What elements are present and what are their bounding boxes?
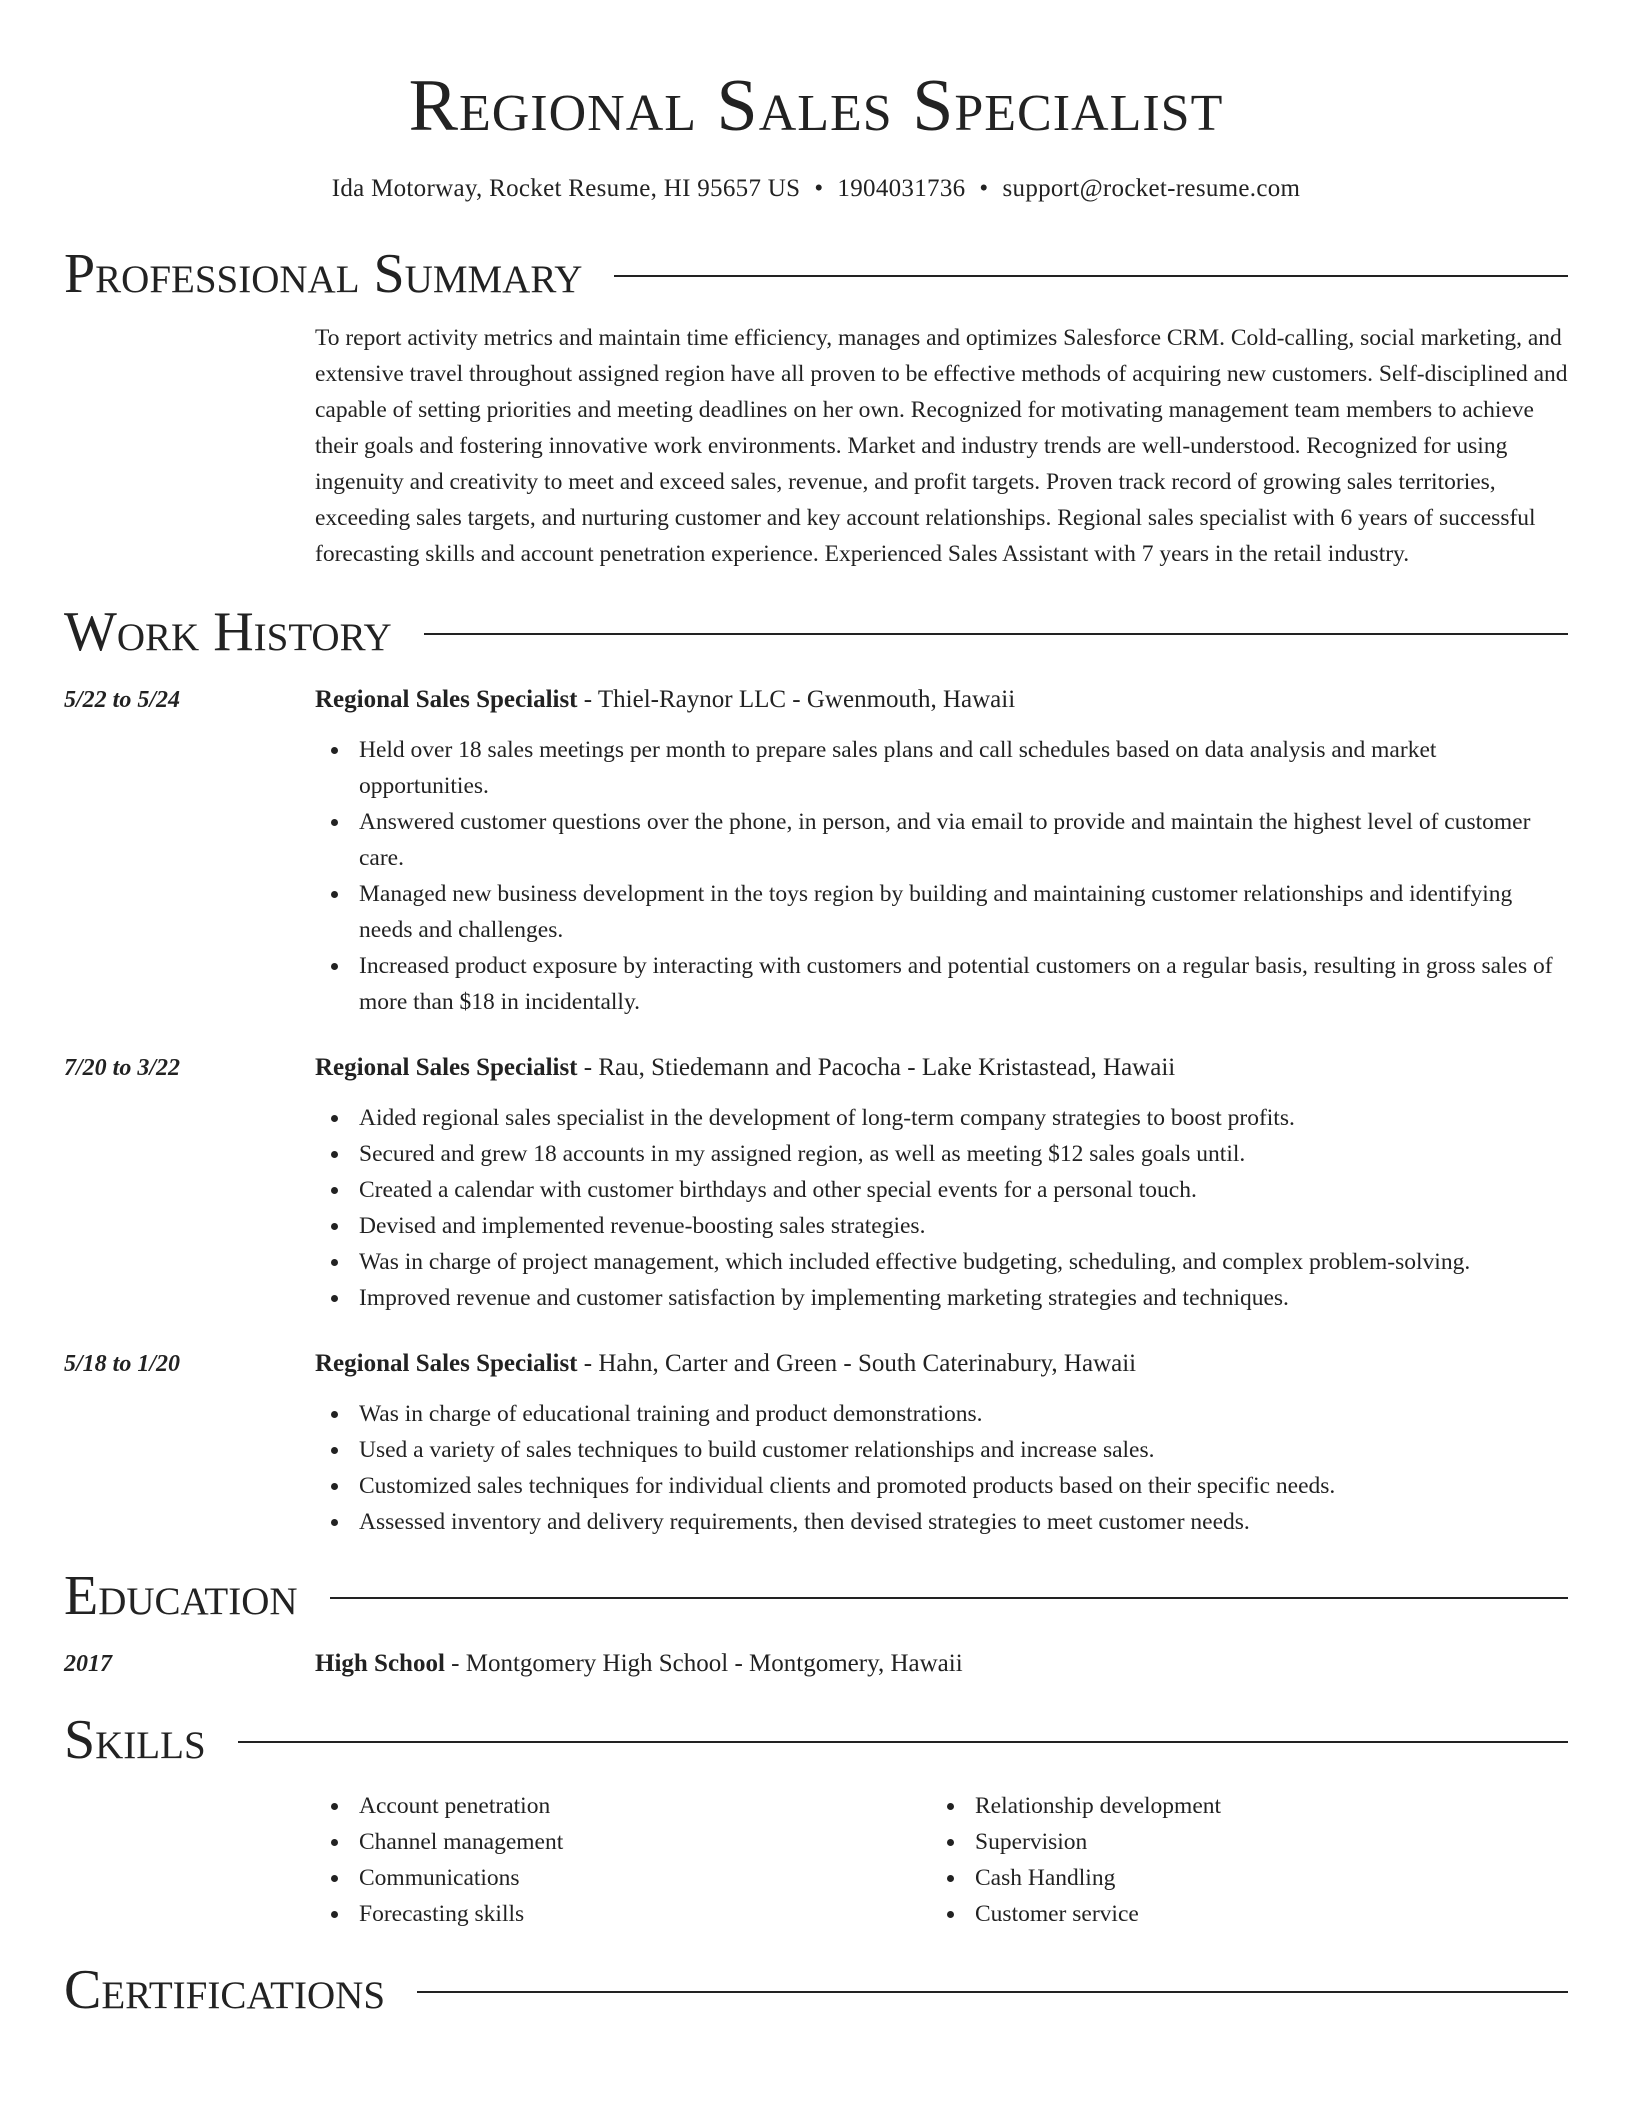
job-title: Regional Sales Specialist <box>315 1350 578 1377</box>
bullet-text: Aided regional sales specialist in the development of long-term company strategies to boost profits. <box>359 1105 1295 1131</box>
contact-phone: 1904031736 <box>837 175 966 202</box>
section-divider <box>330 1597 1568 1599</box>
skill-text: Account penetration <box>359 1793 551 1819</box>
resume-header <box>64 0 1568 206</box>
section-header-work <box>64 600 1568 664</box>
list-item <box>315 732 1568 804</box>
list-item <box>315 948 1568 1020</box>
bullet-icon <box>331 819 338 826</box>
list-item <box>315 1172 1568 1208</box>
bullet-text: Was in charge of educational training and product demonstrations. <box>359 1401 983 1427</box>
bullet-icon <box>331 1223 338 1230</box>
job-title: Regional Sales Specialist <box>315 686 578 713</box>
job-entry <box>64 1346 1568 1540</box>
list-item <box>315 1208 1568 1244</box>
job-bullets <box>315 732 1568 1020</box>
section-divider <box>424 633 1568 635</box>
list-item <box>315 1280 1568 1316</box>
bullet-icon <box>331 1259 338 1266</box>
bullet-text: Managed new business development in the toys region by building and maintaining customer relationships and identifying needs and challenges. <box>359 881 1513 943</box>
skill-text: Channel management <box>359 1829 564 1855</box>
job-dates: 5/22 to 5/24 <box>64 687 181 713</box>
job-heading <box>315 682 1568 718</box>
bullet-icon <box>331 891 338 898</box>
section-header-certifications <box>64 1958 1568 2022</box>
education-degree: High School <box>315 1650 445 1677</box>
section-header-education <box>64 1564 1568 1628</box>
skill-text: Supervision <box>975 1829 1088 1855</box>
bullet-text: Assessed inventory and delivery requirements, then devised strategies to meet customer needs. <box>359 1509 1250 1535</box>
bullet-icon <box>331 1411 338 1418</box>
section-title-summary: Professional Summary <box>64 243 583 305</box>
bullet-text: Customized sales techniques for individual clients and promoted products based on their specific needs. <box>359 1473 1336 1499</box>
section-title-work: Work History <box>64 601 392 663</box>
list-item <box>315 1136 1568 1172</box>
education-school: - Montgomery High School - Montgomery, Hawaii <box>444 1650 963 1677</box>
skills-column-right <box>931 1788 1547 1932</box>
bullet-icon <box>331 1187 338 1194</box>
bullet-text: Used a variety of sales techniques to build customer relationships and increase sales. <box>359 1437 1155 1463</box>
list-item <box>315 1860 931 1896</box>
bullet-text: Was in charge of project management, which included effective budgeting, scheduling, and complex problem-solving. <box>359 1249 1471 1275</box>
bullet-text: Devised and implemented revenue-boosting sales strategies. <box>359 1213 926 1239</box>
education-heading <box>315 1646 1568 1682</box>
bullet-text: Increased product exposure by interacting with customers and potential customers on a regular basis, resulting in gross sales of more than $18 in incidentally. <box>359 953 1553 1015</box>
job-entry <box>64 1050 1568 1316</box>
contact-address: Ida Motorway, Rocket Resume, HI 95657 US <box>331 175 801 202</box>
section-title-education: Education <box>64 1565 298 1627</box>
skill-text: Relationship development <box>975 1793 1222 1819</box>
bullet-icon <box>331 1295 338 1302</box>
bullet-icon <box>331 747 338 754</box>
job-heading <box>315 1050 1568 1086</box>
bullet-icon <box>331 1151 338 1158</box>
skill-text: Customer service <box>975 1901 1139 1927</box>
list-item <box>315 1396 1568 1432</box>
list-item <box>315 1468 1568 1504</box>
bullet-text: Improved revenue and customer satisfaction by implementing marketing strategies and techniques. <box>359 1285 1289 1311</box>
contact-separator: • <box>814 175 824 202</box>
bullet-icon <box>947 1875 954 1882</box>
bullet-icon <box>331 1483 338 1490</box>
list-item <box>931 1860 1547 1896</box>
bullet-icon <box>947 1803 954 1810</box>
section-divider <box>614 275 1568 277</box>
list-item <box>315 1788 931 1824</box>
job-dates: 7/20 to 3/22 <box>64 1055 181 1081</box>
skill-text: Communications <box>359 1865 520 1891</box>
job-heading <box>315 1346 1568 1382</box>
bullet-text: Answered customer questions over the phone, in person, and via email to provide and maintain the highest level of customer care. <box>359 809 1531 871</box>
contact-separator: • <box>979 175 989 202</box>
job-company: - Hahn, Carter and Green - South Caterinabury, Hawaii <box>577 1350 1137 1377</box>
bullet-icon <box>331 963 338 970</box>
list-item <box>931 1896 1547 1932</box>
bullet-icon <box>331 1115 338 1122</box>
job-title: Regional Sales Specialist <box>315 1054 578 1081</box>
job-dates: 5/18 to 1/20 <box>64 1351 181 1377</box>
list-item <box>931 1788 1547 1824</box>
job-bullets <box>315 1100 1568 1316</box>
list-item <box>315 1896 931 1932</box>
skill-text: Cash Handling <box>975 1865 1116 1891</box>
job-bullets <box>315 1396 1568 1540</box>
skills-list <box>315 1788 1568 1932</box>
job-company: - Thiel-Raynor LLC - Gwenmouth, Hawaii <box>577 686 1016 713</box>
section-title-certifications: Certifications <box>64 1959 386 2021</box>
list-item <box>315 1824 931 1860</box>
bullet-icon <box>331 1519 338 1526</box>
bullet-icon <box>331 1447 338 1454</box>
education-entry <box>64 1646 1568 1682</box>
bullet-text: Created a calendar with customer birthdays and other special events for a personal touch. <box>359 1177 1197 1203</box>
list-item <box>931 1824 1547 1860</box>
section-header-summary <box>64 242 1568 306</box>
bullet-icon <box>947 1839 954 1846</box>
bullet-icon <box>331 1839 338 1846</box>
section-header-skills <box>64 1708 1568 1772</box>
list-item <box>315 1504 1568 1540</box>
bullet-text: Secured and grew 18 accounts in my assigned region, as well as meeting $12 sales goals until. <box>359 1141 1246 1167</box>
summary-text: To report activity metrics and maintain time efficiency, manages and optimizes Salesforce CRM. Cold-calling, social marketing, and extensive travel throughout assigned region have all proven to be effective methods of acquiring new customers. Self-disciplined and capable of setting priorities and meeting deadlines on her own. Recognized for motivating management team members to achieve their goals and fostering innovative work environments. Market and industry trends are well-understood. Recognized for using ingenuity and creativity to meet and exceed sales, revenue, and profit targets. Proven track record of growing sales territories, exceeding sales targets, and nurturing customer and key account relationships. Regional sales specialist with 6 years of successful forecasting skills and account penetration experience. Experienced Sales Assistant with 7 years in the retail industry. <box>315 325 1568 567</box>
section-divider <box>238 1741 1568 1743</box>
section-divider <box>417 1991 1568 1993</box>
section-title-skills: Skills <box>64 1709 206 1771</box>
list-item <box>315 804 1568 876</box>
list-item <box>315 1432 1568 1468</box>
skills-column-left <box>315 1788 931 1932</box>
bullet-text: Held over 18 sales meetings per month to prepare sales plans and call schedules based on data analysis and market opportunities. <box>359 737 1437 799</box>
bullet-icon <box>947 1911 954 1918</box>
bullet-icon <box>331 1911 338 1918</box>
job-company: - Rau, Stiedemann and Pacocha - Lake Kristastead, Hawaii <box>577 1054 1176 1081</box>
job-entry <box>64 682 1568 1020</box>
skill-text: Forecasting skills <box>359 1901 525 1927</box>
education-year: 2017 <box>64 1651 112 1677</box>
contact-email[interactable]: support@rocket-resume.com <box>1002 175 1301 202</box>
list-item <box>315 1100 1568 1136</box>
list-item <box>315 1244 1568 1280</box>
bullet-icon <box>331 1875 338 1882</box>
candidate-name: Regional Sales Specialist <box>408 65 1224 147</box>
list-item <box>315 876 1568 948</box>
bullet-icon <box>331 1803 338 1810</box>
contact-line <box>64 172 1568 206</box>
